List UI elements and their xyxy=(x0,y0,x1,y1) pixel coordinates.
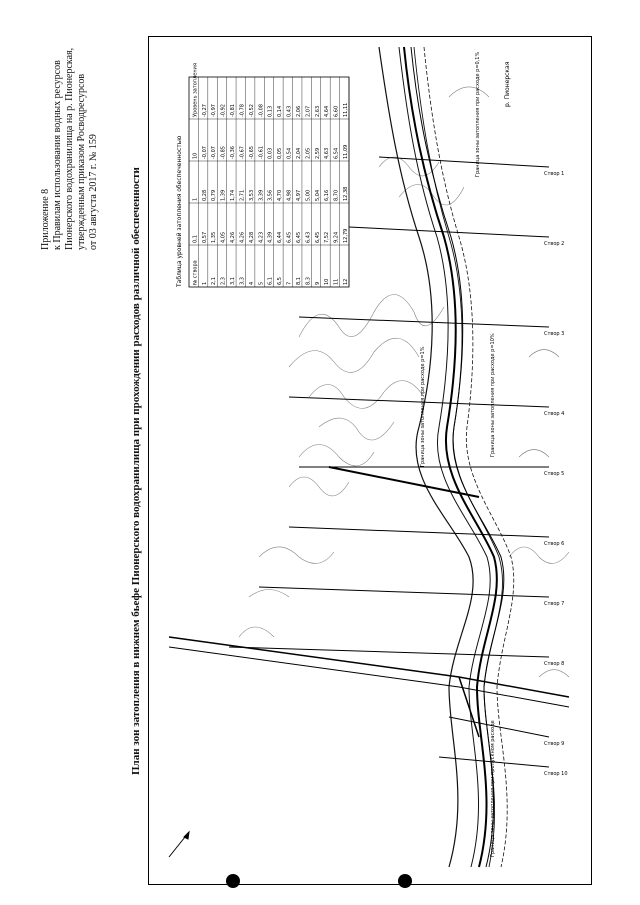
table-cell: -0,52 xyxy=(248,104,255,117)
section-label: Створ 7 xyxy=(544,601,565,607)
zone-label: Граница зоны затопления при расходе р=0,1% xyxy=(475,51,481,177)
binding-hole-icon xyxy=(398,874,412,888)
binding-hole-icon xyxy=(226,874,240,888)
header-line: утвержденным приказом Росводресурсов xyxy=(76,73,87,250)
table-cell: 6,5 xyxy=(277,277,284,285)
header-line: Пионерского водохранилища на р. Пионерская, xyxy=(64,47,75,250)
table-cell: 5,04 xyxy=(314,189,321,201)
table-cell: 6,45 xyxy=(286,231,293,243)
table-cell: 0,54 xyxy=(286,147,293,159)
section-label: Створ 4 xyxy=(544,411,565,417)
appendix-header xyxy=(40,0,100,250)
section-label: Створ 2 xyxy=(544,241,565,247)
table-header-cell: 0,1 xyxy=(192,235,199,243)
table-cell: 2,05 xyxy=(305,147,312,159)
table-cell: 0,28 xyxy=(201,189,208,201)
table-cell: 4,70 xyxy=(277,189,284,201)
table-cell: 2,06 xyxy=(295,105,302,117)
table-cell: 3,56 xyxy=(267,189,274,201)
table-cell: 2,3 xyxy=(220,277,227,285)
table-cell: -0,97 xyxy=(211,104,218,117)
table-cell: 8,70 xyxy=(333,189,340,201)
table-header-cell: 1 xyxy=(192,197,199,201)
table-cell: 11 xyxy=(333,278,340,285)
table-cell: 0,03 xyxy=(267,147,274,159)
table-cell: 6,44 xyxy=(277,231,284,243)
table-cell: 9,24 xyxy=(333,231,340,243)
table-cell: 1 xyxy=(201,281,208,285)
table-cell: 10 xyxy=(324,278,331,285)
table-cell: -0,65 xyxy=(248,146,255,159)
table-cell: 1,39 xyxy=(220,189,227,201)
header-line: Приложение 8 xyxy=(40,188,51,250)
table-cell: 2,1 xyxy=(211,277,218,285)
flood-zone-map xyxy=(148,36,592,885)
depth-table xyxy=(176,63,349,288)
header-line: к Правилам использования водных ресурсов xyxy=(52,60,63,250)
table-cell: 4 xyxy=(248,281,255,285)
table-cell: 6,45 xyxy=(314,231,321,243)
map-canvas xyxy=(149,37,592,885)
table-cell: 2,07 xyxy=(305,105,312,117)
table-cell: 4,39 xyxy=(267,231,274,243)
table-cell: -0,27 xyxy=(201,104,208,117)
table-title: Таблица уровней затопления обеспеченностью xyxy=(176,135,183,287)
table-cell: -0,07 xyxy=(211,146,218,159)
table-cell: 6,1 xyxy=(267,277,274,285)
section-label: Створ 10 xyxy=(544,771,568,777)
table-cell: 4,63 xyxy=(324,147,331,159)
table-cell: 12 xyxy=(343,278,349,285)
zone-label: Граница зоны затопления при расходе р=1% xyxy=(420,346,426,467)
table-cell: 1,74 xyxy=(230,189,237,201)
table-header-cell: Уровень затопления xyxy=(192,63,199,117)
north-arrow-icon xyxy=(169,832,189,857)
table-cell: 2,71 xyxy=(239,189,246,201)
table-cell: -0,81 xyxy=(230,104,237,117)
table-cell: 8,3 xyxy=(305,277,312,285)
table-cell: 11,09 xyxy=(343,144,349,159)
roads xyxy=(169,467,569,737)
table-cell: -0,92 xyxy=(220,104,227,117)
zone-boundary-pass xyxy=(424,47,514,867)
section-label: Створ 9 xyxy=(544,741,565,747)
section-label: Створ 6 xyxy=(544,541,565,547)
zone-labels xyxy=(420,52,496,857)
section-label: Створ 8 xyxy=(544,661,565,667)
table-cell: 1,35 xyxy=(211,231,218,243)
table-cell: 4,97 xyxy=(295,189,302,201)
plan-title: План зон затопления в нижнем бьефе Пионерского водохранилища при прохождении расходов различной обеспеченности xyxy=(130,167,142,775)
zone-boundary-0-1 xyxy=(379,47,473,867)
river-label: р. Пионерская xyxy=(504,61,511,107)
table-cell: 2,63 xyxy=(314,105,321,117)
table-cell: 0,57 xyxy=(201,231,208,243)
table-cell: 3,39 xyxy=(258,189,265,201)
table-cell: 4,23 xyxy=(258,231,265,243)
table-cell: 4,98 xyxy=(286,189,293,201)
section-label: Створ 5 xyxy=(544,471,565,477)
table-cell: 6,60 xyxy=(333,105,340,117)
table-cell: -0,67 xyxy=(239,146,246,159)
table-cell: 4,26 xyxy=(230,231,237,243)
table-cell: 0,43 xyxy=(286,105,293,117)
section-label: Створ 3 xyxy=(544,331,565,337)
table-cell: 2,59 xyxy=(314,147,321,159)
table-header-cell: № створа xyxy=(192,260,199,285)
table-cell: 6,43 xyxy=(305,231,312,243)
table-cell: 5 xyxy=(258,281,265,285)
table-cell: 0,13 xyxy=(267,105,274,117)
table-cell: 4,64 xyxy=(324,105,331,117)
table-cell: -0,85 xyxy=(220,146,227,159)
section-label: Створ 1 xyxy=(544,171,565,177)
table-cell: -0,61 xyxy=(258,146,265,159)
table-cell: 4,05 xyxy=(220,231,227,243)
table-cell: 5,00 xyxy=(305,189,312,201)
table-cell: 2,04 xyxy=(295,147,302,159)
table-cell: 12,38 xyxy=(343,186,349,201)
table-cell: 0,05 xyxy=(277,147,284,159)
table-cell: 0,14 xyxy=(277,105,284,117)
table-cell: 3,53 xyxy=(248,189,255,201)
table-cell: 8,1 xyxy=(295,277,302,285)
table-cell: 4,26 xyxy=(239,231,246,243)
table-cell: 6,45 xyxy=(295,231,302,243)
section-labels xyxy=(544,171,568,777)
table-cell: -0,78 xyxy=(239,104,246,117)
table-cell: 6,16 xyxy=(324,189,331,201)
zone-label: Граница зоны затопления при пропускном расходе xyxy=(490,720,496,857)
table-cell: -0,08 xyxy=(258,104,265,117)
table-cell: 9 xyxy=(314,281,321,285)
table-header-cell: 10 xyxy=(192,152,199,159)
table-cell: 7,52 xyxy=(324,231,331,243)
table-cell: -0,07 xyxy=(201,146,208,159)
table-cell: 11,11 xyxy=(343,102,349,117)
zone-label: Граница зоны затопления при расходе р=10% xyxy=(490,333,496,457)
table-cell: -0,36 xyxy=(230,146,237,159)
table-cell: 0,79 xyxy=(211,189,218,201)
header-line: от 03 августа 2017 г. № 159 xyxy=(88,134,99,250)
table-cell: 6,54 xyxy=(333,147,340,159)
table-cell: 7 xyxy=(286,281,293,285)
table-cell: 3,1 xyxy=(230,277,237,285)
table-cell: 3,3 xyxy=(239,277,246,285)
table-cell: 12,79 xyxy=(343,228,349,243)
table-cell: 4,28 xyxy=(248,231,255,243)
